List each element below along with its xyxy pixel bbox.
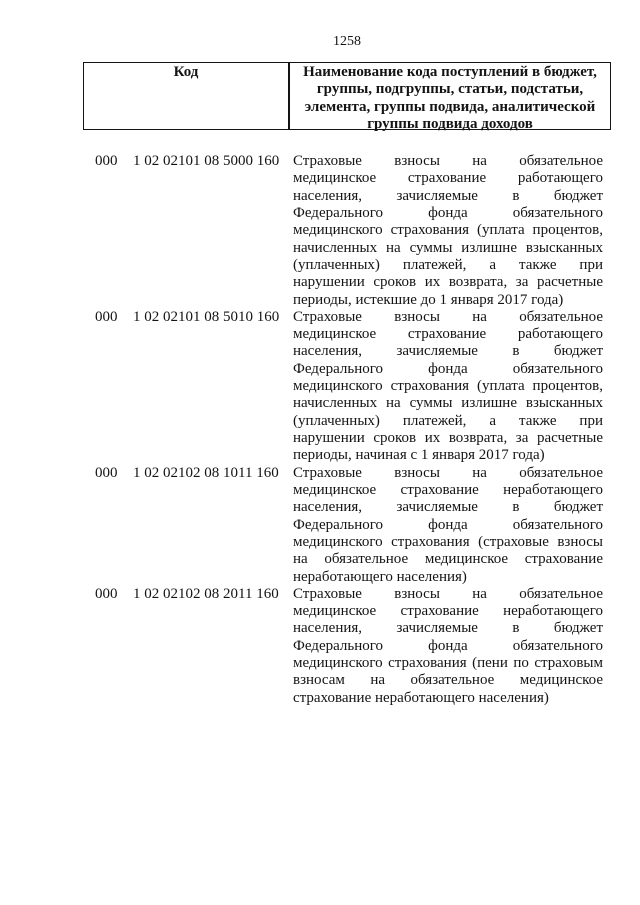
description-line: Страховые взносы на обязательное bbox=[293, 464, 603, 481]
income-description bbox=[293, 153, 603, 309]
income-description bbox=[293, 309, 603, 465]
description-line: медицинского страхования (уплата процентов, bbox=[293, 222, 603, 239]
description-line: нарушении сроков их возврата, за расчетные bbox=[293, 274, 603, 291]
income-code: 1 02 02102 08 1011 160 bbox=[133, 464, 279, 481]
description-line: медицинское страхование неработающего bbox=[293, 481, 603, 498]
description-line: периоды, начиная с 1 января 2017 года) bbox=[293, 447, 545, 464]
admin-code: 000 bbox=[95, 308, 118, 325]
description-line: взносам на обязательное медицинское bbox=[293, 672, 603, 689]
description-line: медицинского страхования (пени по страховым bbox=[293, 655, 603, 672]
table-row bbox=[0, 153, 640, 309]
income-description bbox=[293, 586, 603, 707]
table-row bbox=[0, 465, 640, 586]
header-name-line: группы подвида доходов bbox=[367, 115, 533, 132]
description-line: нарушении сроков их возврата, за расчетные bbox=[293, 430, 603, 446]
description-line: населения, зачисляемые в бюджет bbox=[293, 187, 603, 204]
description-line: Страховые взносы на обязательное bbox=[293, 153, 603, 169]
header-name-line: элемента, группы подвида, аналитической bbox=[304, 98, 596, 115]
description-line: медицинское страхование работающего bbox=[293, 326, 603, 343]
table-row bbox=[0, 309, 640, 465]
description-line: Федерального фонда обязательного bbox=[293, 637, 603, 654]
header-name-label bbox=[290, 64, 610, 133]
table-row bbox=[0, 586, 640, 707]
description-line: Страховые взносы на обязательное bbox=[293, 585, 603, 602]
description-line: неработающего населения) bbox=[293, 568, 467, 585]
description-line: на обязательное медицинское страхование bbox=[293, 551, 603, 568]
admin-code: 000 bbox=[95, 464, 118, 481]
income-code: 1 02 02101 08 5000 160 bbox=[133, 153, 280, 169]
description-line: Страховые взносы на обязательное bbox=[293, 308, 603, 325]
table-body bbox=[0, 153, 640, 707]
description-line: Федерального фонда обязательного bbox=[293, 360, 603, 377]
header-name-line: группы, подгруппы, статьи, подстатьи, bbox=[316, 81, 584, 98]
income-code: 1 02 02101 08 5010 160 bbox=[133, 308, 280, 325]
description-line: страхование неработающего населения) bbox=[293, 689, 549, 706]
description-line: (уплаченных) платежей, а также при bbox=[293, 256, 603, 273]
page-number: 1258 bbox=[333, 34, 361, 49]
description-line: периоды, истекшие до 1 января 2017 года) bbox=[293, 291, 564, 308]
description-line: медицинское страхование неработающего bbox=[293, 603, 603, 620]
description-line: Федерального фонда обязательного bbox=[293, 516, 603, 533]
description-line: медицинского страхования (уплата процентов, bbox=[293, 378, 603, 395]
income-description bbox=[293, 465, 603, 586]
description-line: (уплаченных) платежей, а также при bbox=[293, 412, 603, 429]
table-header bbox=[83, 62, 611, 130]
income-code: 1 02 02102 08 2011 160 bbox=[133, 585, 279, 602]
header-code-label: Код bbox=[173, 64, 199, 80]
description-line: населения, зачисляемые в бюджет bbox=[293, 343, 603, 360]
admin-code: 000 bbox=[95, 585, 118, 602]
description-line: Федерального фонда обязательного bbox=[293, 204, 603, 221]
description-line: начисленных на суммы излишне взысканных bbox=[293, 395, 603, 412]
header-name-line: Наименование кода поступлений в бюджет, bbox=[303, 64, 597, 80]
admin-code: 000 bbox=[95, 153, 118, 169]
description-line: медицинского страхования (страховые взносы bbox=[293, 533, 603, 550]
description-line: начисленных на суммы излишне взысканных bbox=[293, 239, 603, 256]
description-line: медицинское страхование работающего bbox=[293, 170, 603, 187]
description-line: населения, зачисляемые в бюджет bbox=[293, 499, 603, 516]
description-line: населения, зачисляемые в бюджет bbox=[293, 620, 603, 637]
